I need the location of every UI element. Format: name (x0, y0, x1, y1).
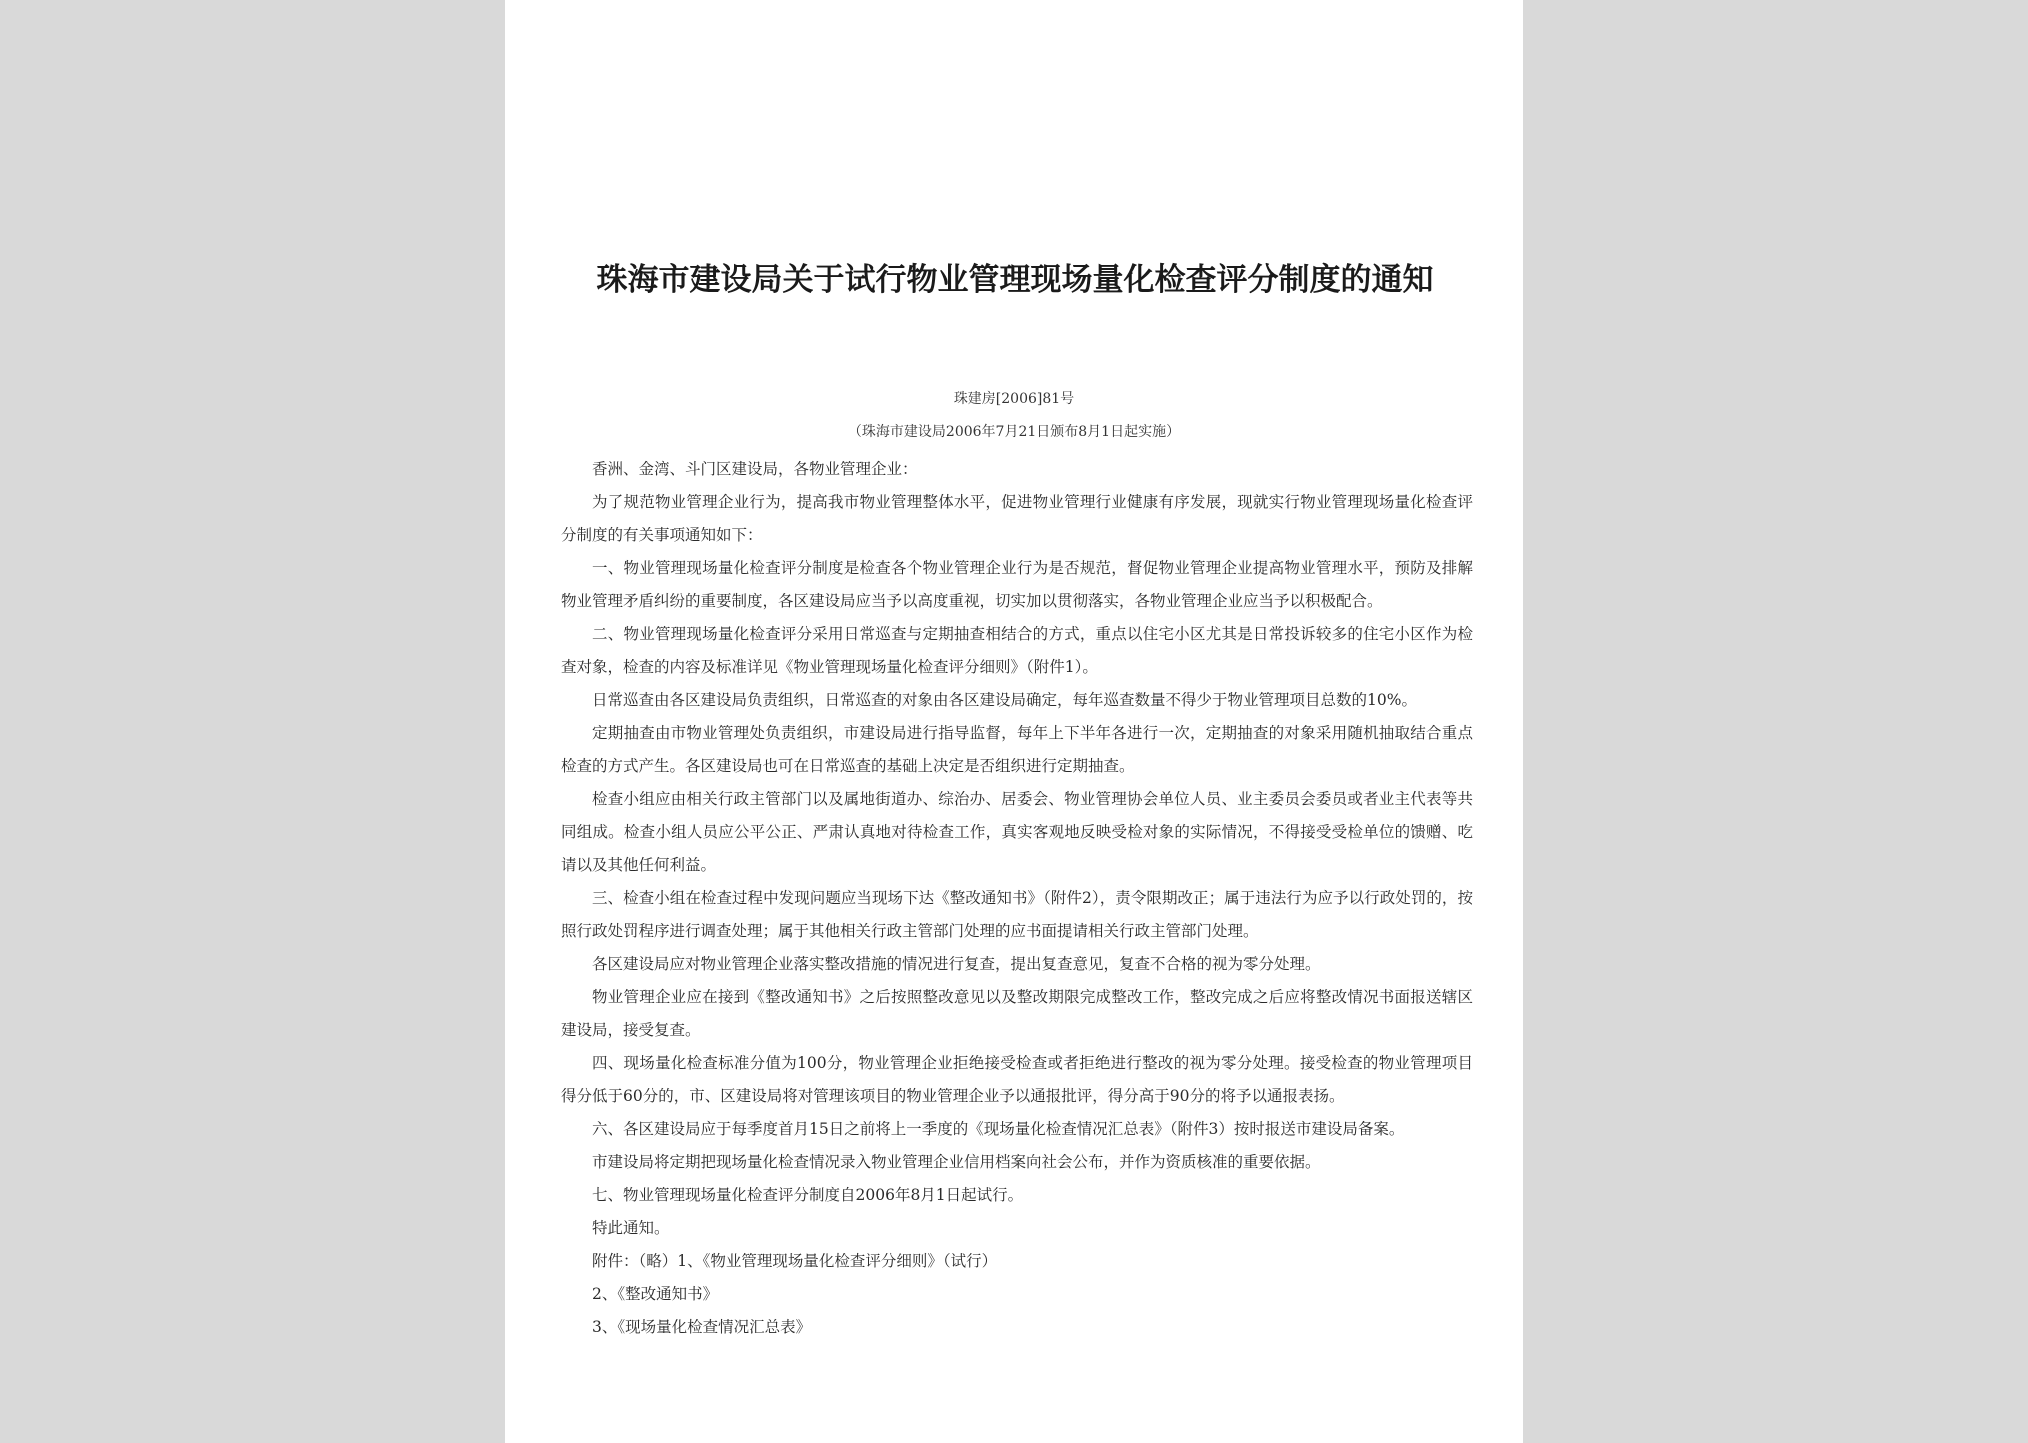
attachment-item: 3、《现场量化检查情况汇总表》 (592, 1318, 812, 1336)
body-paragraph: 七、物业管理现场量化检查评分制度自2006年8月1日起试行。 (592, 1186, 1024, 1204)
body-paragraph: 四、现场量化检查标准分值为100分，物业管理企业拒绝接受检查或者拒绝进行整改的视为零分处理。接受检查的物业管理项目得分低于60分的，市、区建设局将对管理该项目的物业管理企业予以通报批评，得分高于90分的将予以通报表扬。 (561, 1054, 1473, 1105)
body-paragraph: 二、物业管理现场量化检查评分采用日常巡查与定期抽查相结合的方式，重点以住宅小区尤其是日常投诉较多的住宅小区作为检查对象，检查的内容及标准详见《物业管理现场量化检查评分细则》（附件1）。 (561, 625, 1473, 676)
closing-paragraph: 特此通知。 (592, 1219, 670, 1237)
body-paragraph: 为了规范物业管理企业行为，提高我市物业管理整体水平，促进物业管理行业健康有序发展，现就实行物业管理现场量化检查评分制度的有关事项通知如下： (561, 493, 1473, 544)
document-title: 珠海市建设局关于试行物业管理现场量化检查评分制度的通知 (596, 262, 1434, 298)
body-paragraph: 物业管理企业应在接到《整改通知书》之后按照整改意见以及整改期限完成整改工作，整改完成之后应将整改情况书面报送辖区建设局，接受复查。 (561, 988, 1473, 1039)
attachment-item: 2、《整改通知书》 (592, 1285, 719, 1303)
body-paragraph: 三、检查小组在检查过程中发现问题应当现场下达《整改通知书》（附件2），责令限期改正；属于违法行为应予以行政处罚的，按照行政处罚程序进行调查处理；属于其他相关行政主管部门处理的应书面提请相关行政主管部门处理。 (561, 889, 1473, 940)
addressee-paragraph: 香洲、金湾、斗门区建设局，各物业管理企业： (592, 460, 918, 478)
document-page (505, 0, 1523, 1443)
body-paragraph: 一、物业管理现场量化检查评分制度是检查各个物业管理企业行为是否规范，督促物业管理企业提高物业管理水平，预防及排解物业管理矛盾纠纷的重要制度，各区建设局应当予以高度重视，切实加以贯彻落实，各物业管理企业应当予以积极配合。 (561, 559, 1473, 610)
body-paragraph: 定期抽查由市物业管理处负责组织，市建设局进行指导监督，每年上下半年各进行一次，定期抽查的对象采用随机抽取结合重点检查的方式产生。各区建设局也可在日常巡查的基础上决定是否组织进行定期抽查。 (561, 724, 1473, 775)
document-number: 珠建房[2006]81号 (953, 391, 1075, 407)
body-paragraph: 六、各区建设局应于每季度首月15日之前将上一季度的《现场量化检查情况汇总表》（附件3）按时报送市建设局备案。 (592, 1120, 1405, 1138)
attachment-item: 附件：（略）1、《物业管理现场量化检查评分细则》（试行） (592, 1252, 998, 1270)
body-paragraph: 市建设局将定期把现场量化检查情况录入物业管理企业信用档案向社会公布，并作为资质核准的重要依据。 (592, 1153, 1321, 1171)
document-body (561, 453, 1473, 1344)
body-paragraph: 检查小组应由相关行政主管部门以及属地街道办、综治办、居委会、物业管理协会单位人员、业主委员会委员或者业主代表等共同组成。检查小组人员应公平公正、严肃认真地对待检查工作，真实客观地反映受检对象的实际情况，不得接受受检单位的馈赠、吃请以及其他任何利益。 (561, 790, 1473, 874)
body-paragraph: 各区建设局应对物业管理企业落实整改措施的情况进行复查，提出复查意见，复查不合格的视为零分处理。 (592, 955, 1321, 973)
body-paragraph: 日常巡查由各区建设局负责组织，日常巡查的对象由各区建设局确定，每年巡查数量不得少于物业管理项目总数的10%。 (592, 691, 1417, 709)
issued-note: （珠海市建设局2006年7月21日颁布8月1日起实施） (847, 424, 1181, 440)
